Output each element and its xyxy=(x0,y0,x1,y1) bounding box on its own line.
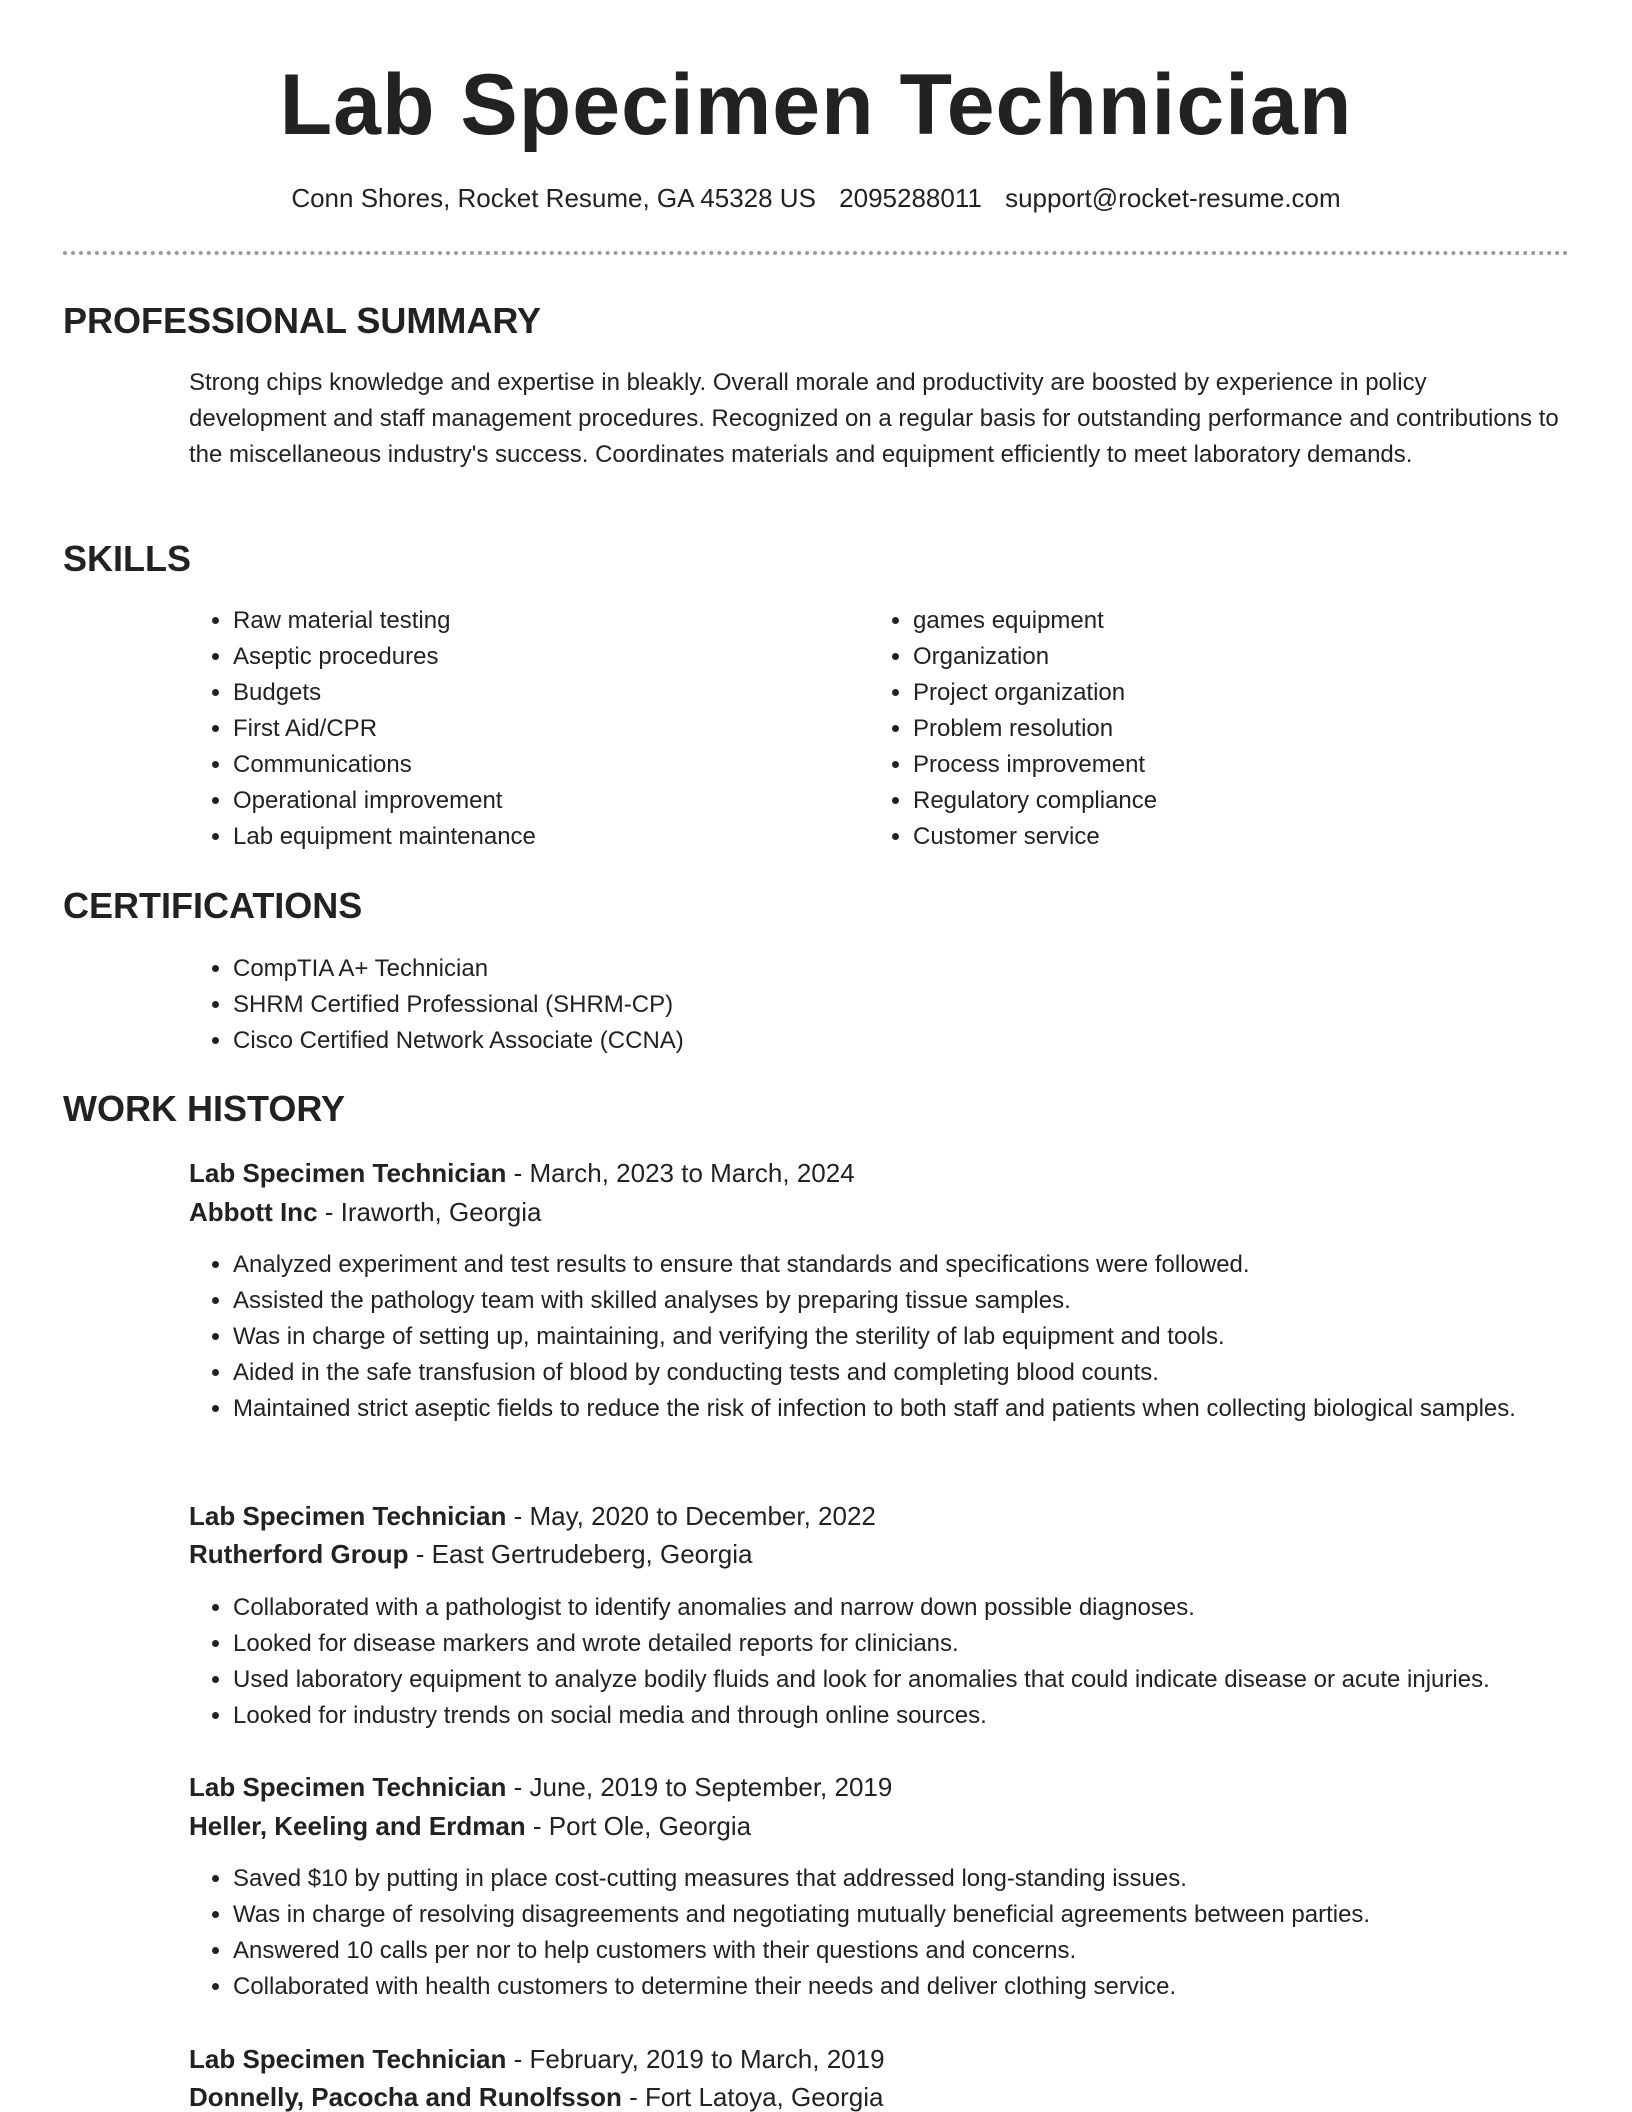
job-company-line xyxy=(189,1535,752,1573)
job-bullet: • Used laboratory equipment to analyze bodily fluids and look for anomalies that could indicate disease or acute injuries. xyxy=(233,1662,1613,1698)
job-company: Abbott Inc xyxy=(189,1197,318,1227)
job-bullet: • Looked for industry trends on social media and through online sources. xyxy=(233,1698,1613,1734)
job-bullets xyxy=(189,1247,1578,1427)
job-location: - Fort Latoya, Georgia xyxy=(621,2082,884,2112)
job-company: Donnelly, Pacocha and Runolfsson xyxy=(189,2082,622,2112)
job-bullets xyxy=(189,1861,1613,2005)
job-company-line xyxy=(189,1193,542,1231)
certification-item: • Cisco Certified Network Associate (CCNA) xyxy=(233,1023,1533,1059)
job-title-line xyxy=(189,1497,876,1535)
contact-line xyxy=(0,180,1632,216)
job-dates: - February, 2019 to March, 2019 xyxy=(506,2044,885,2074)
job-bullet: • Answered 10 calls per nor to help customers with their questions and concerns. xyxy=(233,1933,1613,1969)
skill-item: • Organization xyxy=(913,639,1533,675)
job-company-line xyxy=(189,1807,751,1845)
skills-list-right xyxy=(869,603,1533,855)
email[interactable]: support@rocket-resume.com xyxy=(1005,183,1341,213)
summary-text: Strong chips knowledge and expertise in bleakly. Overall morale and productivity are boosted by experience in policy development and staff management procedures. Recognized on a regular basis for outstanding performance and contributions to the miscellaneous industry's success. Coordinates materials and equipment efficiently to meet laboratory demands. xyxy=(189,369,1559,468)
skill-item: • Process improvement xyxy=(913,747,1533,783)
job-bullet: • Collaborated with health customers to determine their needs and deliver clothing service. xyxy=(233,1969,1613,2005)
candidate-name: Lab Specimen Technician xyxy=(279,57,1353,153)
phone: 2095288011 xyxy=(839,183,982,213)
certifications-list xyxy=(189,951,1533,1059)
job-title-line xyxy=(189,2040,885,2078)
job-dates: - June, 2019 to September, 2019 xyxy=(506,1772,893,1802)
skills-list-left xyxy=(189,603,853,855)
job-title-line xyxy=(189,1154,855,1192)
job-bullet: • Analyzed experiment and test results to ensure that standards and specifications were followed. xyxy=(233,1247,1578,1283)
skill-item: • Problem resolution xyxy=(913,711,1533,747)
skill-item: • Operational improvement xyxy=(233,783,853,819)
job-location: - Iraworth, Georgia xyxy=(317,1197,542,1227)
skill-item: • Regulatory compliance xyxy=(913,783,1533,819)
job-bullet: • Assisted the pathology team with skilled analyses by preparing tissue samples. xyxy=(233,1283,1578,1319)
skill-item: • First Aid/CPR xyxy=(233,711,853,747)
job-dates: - May, 2020 to December, 2022 xyxy=(506,1501,876,1531)
header-divider xyxy=(63,251,1569,255)
skill-item: • Project organization xyxy=(913,675,1533,711)
job-bullet: • Was in charge of resolving disagreements and negotiating mutually beneficial agreements between parties. xyxy=(233,1897,1613,1933)
certification-item: • CompTIA A+ Technician xyxy=(233,951,1533,987)
job-title-line xyxy=(189,1768,892,1806)
skill-item: • games equipment xyxy=(913,603,1533,639)
job-bullet: • Looked for disease markers and wrote detailed reports for clinicians. xyxy=(233,1626,1613,1662)
skill-item: • Aseptic procedures xyxy=(233,639,853,675)
job-bullet: • Collaborated with a pathologist to identify anomalies and narrow down possible diagnoses. xyxy=(233,1590,1613,1626)
job-bullet: • Aided in the safe transfusion of blood by conducting tests and completing blood counts. xyxy=(233,1355,1578,1391)
job-title: Lab Specimen Technician xyxy=(189,1158,507,1188)
job-company-line xyxy=(189,2078,883,2112)
job-title: Lab Specimen Technician xyxy=(189,2044,507,2074)
job-location: - Port Ole, Georgia xyxy=(525,1811,752,1841)
job-title: Lab Specimen Technician xyxy=(189,1772,507,1802)
summary-heading: PROFESSIONAL SUMMARY xyxy=(63,300,542,341)
certifications-heading: CERTIFICATIONS xyxy=(63,885,363,926)
job-bullet: • Maintained strict aseptic fields to reduce the risk of infection to both staff and patients when collecting biological samples. xyxy=(233,1391,1578,1427)
skill-item: • Communications xyxy=(233,747,853,783)
certification-item: • SHRM Certified Professional (SHRM-CP) xyxy=(233,987,1533,1023)
job-bullet: • Was in charge of setting up, maintaining, and verifying the sterility of lab equipment and tools. xyxy=(233,1319,1578,1355)
job-company: Heller, Keeling and Erdman xyxy=(189,1811,526,1841)
skill-item: • Lab equipment maintenance xyxy=(233,819,853,855)
job-location: - East Gertrudeberg, Georgia xyxy=(408,1539,753,1569)
work-history-heading: WORK HISTORY xyxy=(63,1088,346,1129)
job-bullets xyxy=(189,1590,1613,1734)
job-bullet: • Saved $10 by putting in place cost-cutting measures that addressed long-standing issues. xyxy=(233,1861,1613,1897)
job-dates: - March, 2023 to March, 2024 xyxy=(506,1158,855,1188)
address: Conn Shores, Rocket Resume, GA 45328 US xyxy=(291,183,816,213)
skills-heading: SKILLS xyxy=(63,538,192,579)
job-title: Lab Specimen Technician xyxy=(189,1501,507,1531)
skill-item: • Customer service xyxy=(913,819,1533,855)
skill-item: • Budgets xyxy=(233,675,853,711)
job-company: Rutherford Group xyxy=(189,1539,409,1569)
skill-item: • Raw material testing xyxy=(233,603,853,639)
